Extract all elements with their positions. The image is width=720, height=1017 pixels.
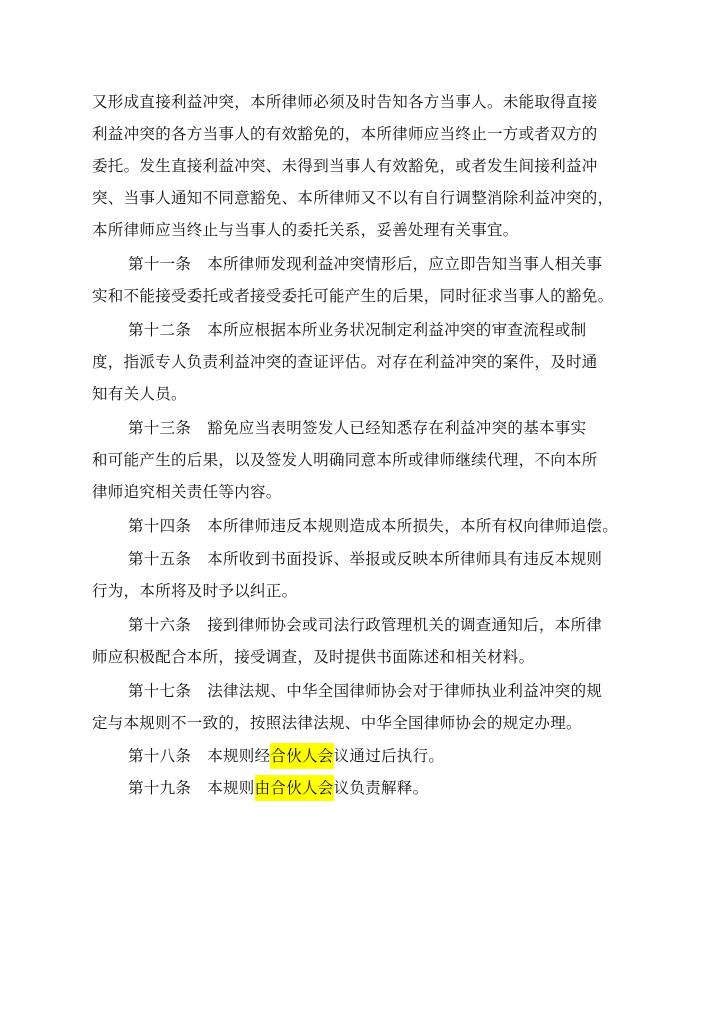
text-line: 和可能产生的后果，以及签发人明确同意本所或律师继续代理，不向本所 [92,451,598,469]
text-line: 实和不能接受委托或者接受委托可能产生的后果，同时征求当事人的豁免。 [92,287,614,305]
text-line: 利益冲突的各方当事人的有效豁免的，本所律师应当终止一方或者双方的 [92,125,598,143]
article-number: 第十八条 [128,747,192,765]
article-number: 第十六条 [128,616,192,634]
article-number: 第十三条 [128,419,192,437]
article-text: 本规则 [207,779,255,797]
text-line: 委托。发生直接利益冲突、未得到当事人有效豁免，或者发生间接利益冲 [92,157,598,175]
text-line: 行为，本所将及时予以纠正。 [92,582,298,600]
article-text: 议负责解释。 [333,779,429,797]
article-text: 本规则经 [207,747,271,765]
article-number: 第十五条 [128,550,192,568]
text-line: 本所律师应当终止与当事人的委托关系，妥善处理有关事宜。 [92,221,519,239]
article-text: 议通过后执行。 [333,747,445,765]
text-line: 度，指派专人负责利益冲突的查证评估。对存在利益冲突的案件，及时通 [92,353,598,371]
article-16 [128,615,602,635]
text-line: 知有关人员。 [92,385,187,403]
article-text: 豁免应当表明签发人已经知悉存在利益冲突的基本事实 [207,419,587,437]
article-number: 第十四条 [128,517,192,535]
article-number: 第十九条 [128,779,192,797]
article-19 [128,778,428,798]
article-text: 本所律师发现利益冲突情形后，应立即告知当事人相关事 [207,255,603,273]
article-18 [128,746,444,766]
highlighted-text: 合伙人会 [270,743,333,769]
article-12 [128,320,586,340]
article-number: 第十二条 [128,321,192,339]
article-text: 本所收到书面投诉、举报或反映本所律师具有违反本规则 [207,550,603,568]
highlighted-text: 由合伙人会 [255,775,334,801]
text-line: 突、当事人通知不同意豁免、本所律师又不以有自行调整消除利益冲突的， [92,189,614,207]
article-text: 接到律师协会或司法行政管理机关的调查通知后，本所律 [207,616,603,634]
article-11 [128,254,602,274]
article-text: 本所应根据本所业务状况制定利益冲突的审查流程或制 [207,321,587,339]
text-line: 又形成直接利益冲突，本所律师必须及时告知各方当事人。未能取得直接 [92,93,598,111]
article-14 [128,516,618,536]
text-line: 师应积极配合本所，接受调查，及时提供书面陈述和相关材料。 [92,648,535,666]
article-text: 本所律师违反本规则造成本所损失，本所有权向律师追偿。 [207,517,619,535]
text-line: 律师追究相关责任等内容。 [92,483,282,501]
article-15 [128,549,602,569]
article-17 [128,681,602,701]
article-number: 第十一条 [128,255,192,273]
article-number: 第十七条 [128,682,192,700]
text-line: 定与本规则不一致的，按照法律法规、中华全国律师协会的规定办理。 [92,714,582,732]
article-text: 法律法规、中华全国律师协会对于律师执业利益冲突的规 [207,682,603,700]
article-13 [128,418,586,438]
